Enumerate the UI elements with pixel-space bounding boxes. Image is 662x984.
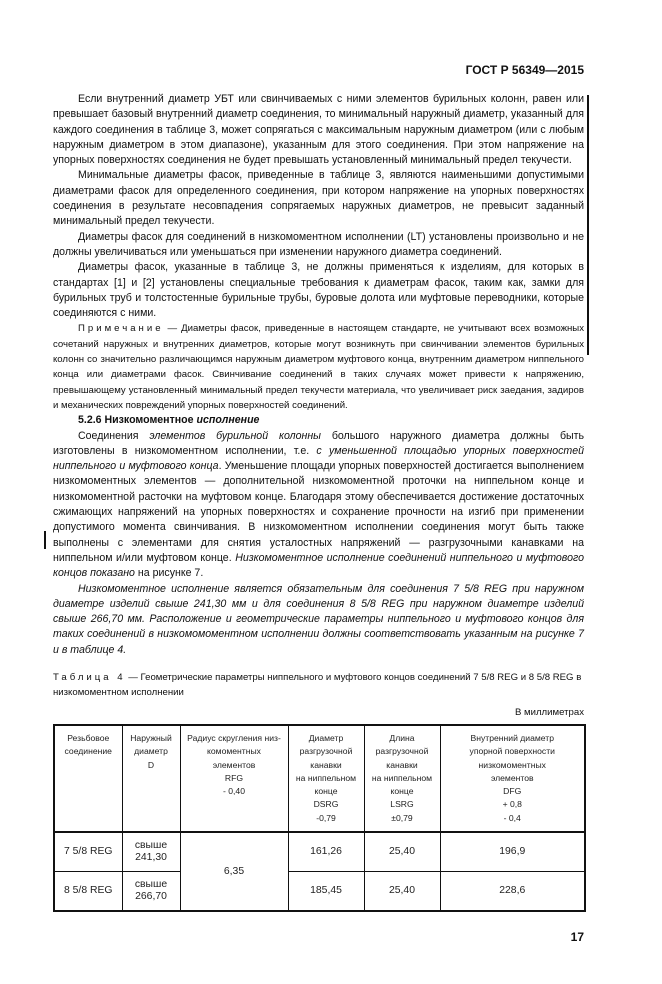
header-line: ±0,79	[391, 812, 413, 823]
header-line: канавки	[310, 759, 342, 770]
note-text: — Диаметры фасок, приведенные в настоящем стандарте, не учитывают всех возможных сочетаний наружных и внутренних диаметров, которые могут возникнуть при свинчивании элементов бурильных колонн со значительно различающимся наружным диаметром муфтового конца, внутренним диаметром ниппельного конца или диаметрами фасок. Свинчивание соединений в таких случаях может привести к напряжению, превышающему установленный минимальный предел текучести материала, что увеличивает риск заедания, задиров и механических повреждений упорных поверхностей соединений.	[53, 323, 584, 411]
section-heading-italic: исполнение	[196, 414, 260, 427]
cell-diameter	[122, 872, 180, 912]
cell-lsrg: 25,40	[364, 832, 440, 872]
cell-dsrg: 161,26	[288, 832, 364, 872]
cell-diameter-value: 266,70	[135, 891, 167, 903]
table-caption	[53, 670, 584, 700]
header-line: Радиус скругления низ-	[187, 732, 281, 743]
table-header-cell	[122, 725, 180, 832]
cell-connection: 7 5/8 REG	[54, 832, 122, 872]
header-line: разгрузочной	[375, 746, 429, 757]
table-header-row	[54, 725, 585, 832]
text: на рисунке 7.	[134, 567, 204, 580]
change-bar	[44, 531, 46, 549]
paragraph: Минимальные диаметры фасок, приведенные в таблице 3, являются наименьшими допустимыми диаметрами фасок для определенного соединения, при котором напряжение на упорных поверхностях соединения в результате несовпадения сопрягаемых наружных диаметров, не превысит заданный минимальный предел текучести.	[53, 169, 584, 228]
paragraph: Диаметры фасок, указанные в таблице 3, не должны применяться к изделиям, для которых в стандартах [1] и [2] установлены специальные требования к диаметрам фасок, таким как, замки для бурильных труб и толстостенные бурильные трубы, буровые долота или муфтовые переводники, которые соединяются с ними.	[53, 261, 584, 320]
cell-dfg: 196,9	[440, 832, 585, 872]
table-row	[54, 832, 585, 872]
header-line: -0,79	[316, 812, 336, 823]
change-bar	[587, 95, 589, 355]
header-line: Внутренний диаметр	[470, 732, 554, 743]
header-line: Резьбовое	[67, 732, 110, 743]
header-line: - 0,4	[503, 812, 521, 823]
header-line: конце	[390, 786, 414, 797]
header-line: соединение	[64, 746, 112, 757]
page-number: 17	[570, 930, 584, 945]
header-line: элементов	[490, 772, 534, 783]
text: Соединения	[78, 429, 150, 442]
section-heading-text: 5.2.6 Низкомоментное	[78, 414, 197, 427]
data-table	[53, 724, 586, 912]
header-line: DFG	[503, 786, 522, 797]
table-header-cell	[54, 725, 122, 832]
cell-dfg: 228,6	[440, 872, 585, 912]
header-line: Длина	[389, 732, 415, 743]
header-line: DSRG	[313, 799, 339, 810]
table-caption-label: Таблица 4	[53, 671, 126, 683]
header-line: LSRG	[390, 799, 414, 810]
table-units: В миллиметрах	[514, 706, 584, 718]
header-line: Наружный	[130, 732, 172, 743]
header-line: упорной поверхности	[469, 746, 555, 757]
header-line: конце	[314, 786, 338, 797]
cell-rfg: 6,35	[180, 832, 288, 911]
text-italic: с уменьшенной площадью упорных поверхностей ниппельного и муфтового конца	[53, 444, 584, 473]
table-header-cell	[364, 725, 440, 832]
document-id: ГОСТ Р 56349—2015	[465, 63, 584, 77]
header-line: - 0,40	[223, 786, 245, 797]
table-row	[54, 872, 585, 912]
cell-dsrg: 185,45	[288, 872, 364, 912]
cell-diameter-prefix: свыше	[134, 840, 168, 852]
cell-diameter-value: 241,30	[135, 852, 167, 864]
paragraph	[53, 429, 584, 582]
table-header-cell	[288, 725, 364, 832]
header-line: низкомоментных	[478, 759, 546, 770]
table-header-cell	[440, 725, 585, 832]
header-line: RFG	[224, 772, 244, 783]
text-italic: элементов бурильной колонны	[149, 429, 321, 442]
paragraph: Если внутренний диаметр УБТ или свинчиваемых с ними элементов бурильных колонн, равен или превышает базовый внутренний диаметр соединения, то минимальный наружный диаметр, указанный для каждого соединения в таблице 3, может сопрягаться с максимальным наружным диаметром (или с любым наружным диаметром в этом диапазоне), указанным для этого соединения. При этом напряжение на упорных поверхностях соединения не будет превышать установленный минимальный предел текучести.	[53, 93, 584, 167]
paragraph	[53, 582, 584, 658]
cell-lsrg: 25,40	[364, 872, 440, 912]
text: большого наружного диаметра должны быть изготовлены в низкомоментном исполнении, т.е.	[53, 429, 584, 457]
header-line: разгрузочной	[299, 746, 353, 757]
paragraph: Диаметры фасок для соединений в низкомоментном исполнении (LT) установлены произвольно и не должны увеличиваться или уменьшаться при изменении наружного диаметра соединений.	[53, 230, 584, 258]
header-line: + 0,8	[502, 799, 522, 810]
header-line: на ниппельном	[295, 772, 357, 783]
header-line: на ниппельном	[371, 772, 433, 783]
header-line: элементов	[212, 759, 256, 770]
header-line: канавки	[386, 759, 418, 770]
text: . Уменьшение площади упорных поверхностей достигается выполнением низкомоментных элементов — дополнительной низкомоментной проточки на ниппельном конце и низкомоментной расточки на муфтовом конце. Благодаря этому обеспечивается достижение достаточных сжимающих напряжений на упорных поверхностях и сохранение прочности на изгиб при применении допустимого момента свинчивания. В низкомоментном исполнении соединения могут быть также выполнены с элементами для снятия усталостных напряжений — разгрузочными канавками на ниппельном и/или муфтовом конце.	[53, 460, 584, 564]
header-line: D	[147, 759, 155, 770]
text-italic: Низкомоментное исполнение соединений ниппельного и муфтового концов показано	[53, 551, 584, 580]
header-line: Диаметр	[308, 732, 344, 743]
note-label: Примечание	[78, 323, 164, 335]
header-line: диаметр	[134, 746, 168, 757]
cell-diameter-prefix: свыше	[134, 879, 168, 891]
cell-diameter	[122, 832, 180, 872]
table-header-cell	[180, 725, 288, 832]
table-caption-text: — Геометрические параметры ниппельного и муфтового концов соединений 7 5/8 REG и 8 5/8 REG в низкомоментном исполнении	[53, 671, 582, 698]
text-italic: Низкомоментное исполнение является обязательным для соединения 7 5/8 REG при наружном диаметре изделий свыше 241,30 мм и для соединения 8 5/8 REG при наружном диаметре изделий свыше 266,70 мм. Расположение и геометрические параметры ниппельного и муфтового концов для таких соединений в низкомомоментном исполнении должны соответствовать указанным на рисунке 7 и в таблице 4.	[53, 582, 584, 656]
header-line: комоментных	[207, 746, 261, 757]
section-heading	[53, 413, 584, 428]
note	[53, 321, 584, 413]
cell-connection: 8 5/8 REG	[54, 872, 122, 912]
body-text	[53, 92, 584, 658]
